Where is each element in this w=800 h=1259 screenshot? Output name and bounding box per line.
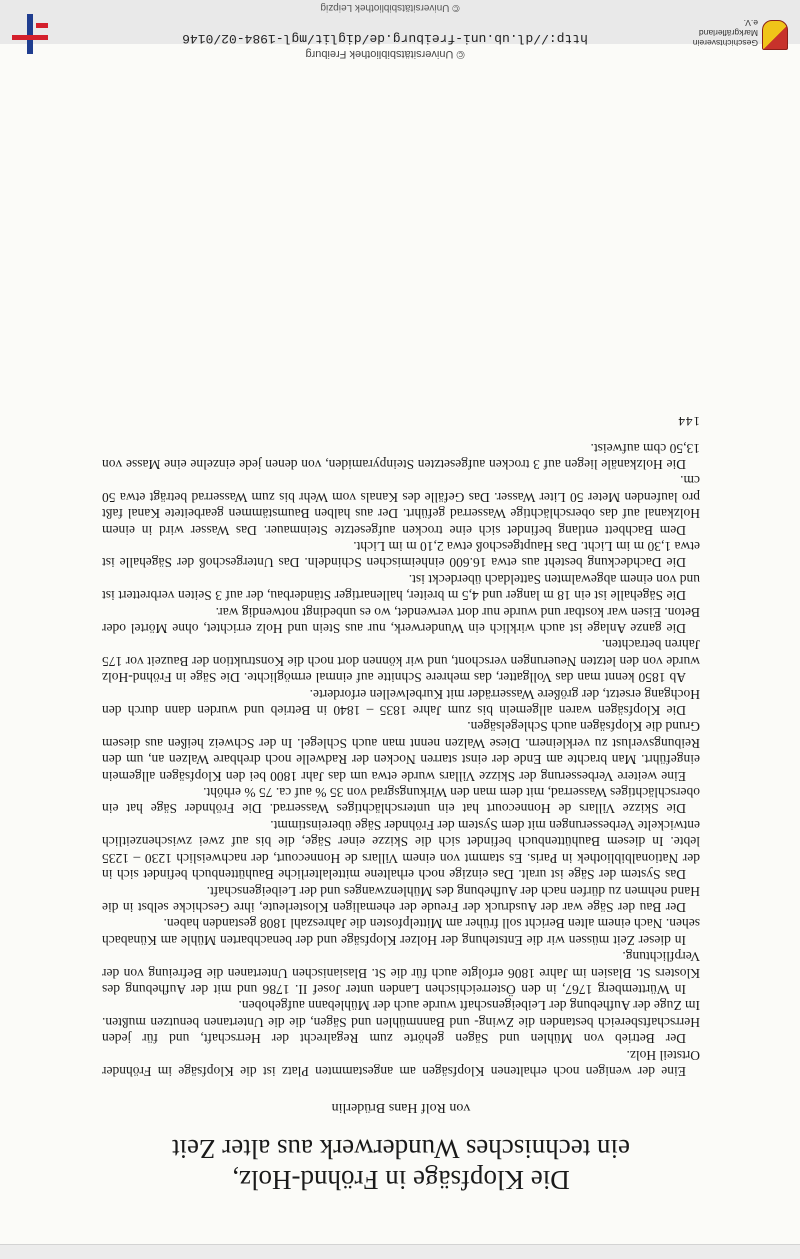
paragraph: Die Klopfsägen waren allgemein bis zum Jahre 1835 – 1840 in Betrieb und wurden dann durch den Hochgang ersetzt, der größere Wasserräder mit Kurbelwellen erforderte.	[102, 686, 700, 719]
paragraph: Eine weitere Verbesserung der Skizze Villars wurde etwa um das Jahr 1800 bei den Klopfsägen allgemein eingeführt. Man brachte am Ende der einst starren Nocken der Radwelle noch drehbare Walzen an, um den Reibungsverlust zu verkleinern. Diese Walzen nennt man auch Schlegel. In der Schweiz heißen aus diesem Grund die Klopfsägen auch Schlegelsägen.	[102, 719, 700, 784]
footer-url-link[interactable]: http://dl.ub.uni-freiburg.de/diglit/mgl-1984-02/0146	[182, 31, 588, 46]
bottom-band	[0, 0, 800, 14]
paragraph: Die ganze Anlage ist auch wirklich ein Wunderwerk, nur aus Stein und Holz errichtet, ohne Mörtel oder Beton. Eisen war kostbar und wurde nur dort verwendet, wo es unbedingt notwendig war.	[102, 604, 700, 637]
title-line-1: Die Klopfsäge in Fröhnd-Holz,	[232, 1165, 570, 1195]
footer-library-credit: © Universitätsbibliothek Freiburg	[305, 48, 465, 60]
paragraph: In Württemberg 1767, in den Österreichischen Landen unter Josef II. 1786 und mit der Aufhebung des Klosters St. Blasien im Jahre 1806 erfolgte auch für die St. Blasianischen Untertanen die Befreiung von der Verpflichtung.	[102, 949, 700, 997]
document-body	[102, 413, 700, 1195]
paragraph: Ab 1850 kennt man das Vollgatter, das mehrere Schnitte auf einmal ermöglichte. Die Säge in Fröhnd-Holz wurde von den letzten Neuerungen verschont, und wir können dort noch die Konstruktion der Bauzeit vor 175 Jahren betrachten.	[102, 637, 700, 686]
bottom-library-credit: © Universitätsbibliothek Leipzig	[320, 2, 460, 13]
paragraph: Der Betrieb von Mühlen und Sägen gehörte zum Regalrecht der Herrschaft, und für jeden Herrschaftsbereich bestanden die Zwing- und Bannmühlen und Sägen, die die Untertanen benutzen mußten. Im Zuge der Aufhebung der Leibeigenschaft wurde auch der Mühlebann aufgehoben.	[102, 998, 700, 1047]
paragraph: Das System der Säge ist uralt. Das einzige noch erhaltene mittelalterliche Bauhüttenbuch befindet sich in der Nationalbibliothek in Paris. Es stammt von einem Villars de Honnecourt, der nachweislich 1230 – 1235 lebte. In diesem Bauhüttenbuch befindet sich die Skizze einer Säge, die bis auf zwei zwischenzeitlich entwickelte Verbesserungen mit dem System der Fröhnder Säge übereinstimmt.	[102, 817, 700, 883]
article-title	[102, 1133, 700, 1195]
paragraph: Der Bau der Säge war der Ausdruck der Freude der ehemaligen Klosterleute, ihre Geschicke selbst in die Hand nehmen zu dürfen nach der Aufhebung des Mühlenzwanges und der Leibeigenschaft.	[102, 883, 700, 915]
paragraph: Die Dachdeckung besteht aus etwa 16.600 einheimischen Schindeln. Das Untergeschoß der Sägehalle ist etwa 1,30 m im Licht. Das Hauptgeschoß etwa 2,10 m im Licht.	[102, 539, 700, 571]
coat-of-arms-icon	[762, 20, 788, 50]
paragraph: Die Holzkanäle liegen auf 3 trocken aufgesetzten Steinpyramiden, von denen jede einzelne eine Masse von 13,50 cbm aufweist.	[102, 440, 700, 472]
page-number: 144	[677, 414, 700, 430]
author-line: von Rolf Hans Brüderlin	[331, 1100, 471, 1115]
paragraph: Die Sägehalle ist ein 18 m langer und 4,5 m breiter, hallenartiger Ständerbau, der auf 3 Seiten verbrettert ist und von einem abgewalmten Satteldach überdeckt ist.	[102, 571, 700, 604]
university-logo-icon	[12, 14, 48, 54]
paragraph: In dieser Zeit müssen wir die Entstehung der Holzer Klopfsäge und der benachbarten Mühle am Künabach sehen. Nach einem alten Bericht soll früher am Mittelpfosten die Jahreszahl 1808 gestanden haben.	[102, 916, 700, 948]
title-line-2: ein technisches Wunderwerk aus alter Zeit	[172, 1134, 630, 1164]
paragraph: Eine der wenigen noch erhaltenen Klopfsägen am angestammten Platz ist die Klopfsäge im Fröhnder Ortsteil Holz.	[102, 1047, 700, 1079]
society-label: Geschichtsverein Markgräflerland e.V.	[692, 18, 758, 48]
paragraph: Dem Bachbett entlang befindet sich eine trocken aufgesetzte Steinmauer. Das Wasser wird in einem Holzkanal auf das oberschlächtige Wasserrad geführt. Der aus halben Baumstämmen gearbeitete Kanal faßt pro laufenden Meter 50 Liter Wasser. Das Gefälle des Kanals vom Wehr bis zum Wasserrad beträgt etwa 50 cm.	[102, 473, 700, 538]
paragraph: Die Skizze Villars de Honnecourt hat ein unterschlächtiges Wasserrad. Die Fröhnder Säge hat ein oberschlächtiges Wasserrad, mit dem man den Wirkungsgrad von 35 % auf ca. 75 % erhöht.	[102, 785, 700, 817]
footer-band	[0, 14, 800, 60]
